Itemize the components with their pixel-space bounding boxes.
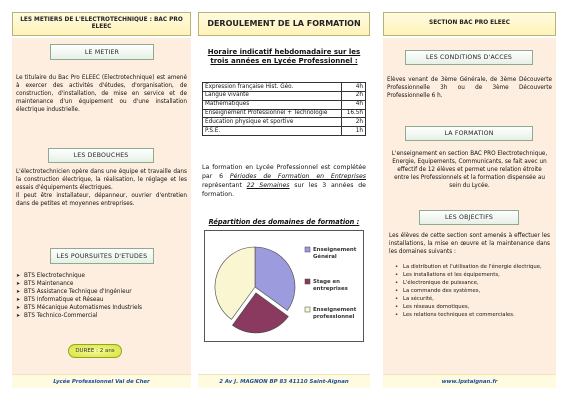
footer-address: 2 Av J. MAGNON BP 83 41110 Saint-Aignan	[198, 374, 370, 388]
duree-badge: DUREE : 2 ans	[68, 344, 122, 358]
hours-cell: 16.5h	[342, 109, 366, 118]
table-row	[203, 109, 366, 118]
table-row	[203, 83, 366, 92]
hours-cell: 2h	[342, 118, 366, 127]
list-item: • Les installations et les équipements,	[389, 272, 552, 280]
debouches-para-1: L'électrotechnicien opère dans une équipe et travaille dans la construction électrique, la réalisation, le réglage et les essais d'équipements électriques.	[16, 169, 187, 192]
panel-metiers	[12, 12, 191, 388]
list-item: • Les relations techniques et commerciales.	[389, 312, 552, 320]
legend-label: Enseignement Général	[313, 247, 357, 260]
hours-cell: 2h	[342, 91, 366, 100]
formation-periodes: Périodes de Formation en Entreprises	[229, 172, 366, 180]
table-row	[203, 127, 366, 136]
list-item: • La distribution et l'utilisation de l'énergie électrique,	[389, 264, 552, 272]
list-item: • L'électronique de puissance,	[389, 280, 552, 288]
list-item: ➤ BTS Informatique et Réseau	[16, 296, 187, 304]
hours-cell: 4h	[342, 83, 366, 92]
poursuites-list	[16, 272, 187, 321]
subject-cell: Expression française Hist. Géo.	[203, 83, 342, 92]
subject-cell: Mathématiques	[203, 100, 342, 109]
pie-chart	[205, 231, 365, 343]
formation-text	[202, 164, 366, 200]
table-row	[203, 91, 366, 100]
legend-swatch	[305, 247, 310, 252]
section-title-objectifs: LES OBJECTIFS	[419, 210, 519, 225]
panel-header: LES METIERS DE L'ELECTROTECHNIQUE : BAC PRO ELEEC	[12, 12, 191, 36]
objectifs-text: Les élèves de cette section sont amenés à effectuer les installations, la mise en œuvre et la maintenance dans les domaines suivants :	[389, 233, 550, 256]
formation-text-a: La formation en Lycée Professionnel est complétée par 6	[202, 164, 366, 180]
subject-cell: Education physique et sportive	[203, 118, 342, 127]
hours-cell: 4h	[342, 100, 366, 109]
list-item: ➤ BTS Mécanique Automatismes Industriels	[16, 304, 187, 312]
objectifs-list	[389, 264, 552, 320]
list-item: • Les réseaux domotiques,	[389, 304, 552, 312]
legend-label: Stage en entreprises	[313, 279, 348, 292]
chart-frame	[204, 230, 364, 342]
list-item: ➤ BTS Electrotechnique	[16, 272, 187, 280]
panel-header: SECTION BAC PRO ELEEC	[383, 12, 556, 36]
formation-text-c: représentant	[202, 181, 247, 189]
panel-section	[383, 12, 556, 388]
hours-cell: 1h	[342, 127, 366, 136]
section-title-poursuites: LES POURSUITES D'ETUDES	[50, 248, 154, 264]
chart-caption: Répartition des domaines de formation :	[208, 218, 360, 226]
subject-cell: P.S.E.	[203, 127, 342, 136]
subject-cell: Langue vivante	[203, 91, 342, 100]
panel-header: DEROULEMENT DE LA FORMATION	[198, 12, 370, 36]
footer-website: www.lpstaignan.fr	[383, 374, 556, 388]
footer-lycee: Lycée Professionnel Val de Cher	[12, 374, 191, 388]
table-row	[203, 100, 366, 109]
debouches-para-2: Il peut être installateur, dépanneur, ouvrier d'entretien dans de petites et moyennes entreprises.	[16, 193, 187, 208]
table-row	[203, 118, 366, 127]
subject-cell: Enseignement Professionnel + Technologie	[203, 109, 342, 118]
conditions-text: Elèves venant de 3ème Générale, de 3ème Découverte Professionnelle 3h ou de 3ème Découverte Professionnelle 6 h.	[387, 77, 552, 100]
legend-swatch	[305, 307, 310, 312]
section-title-formation: LA FORMATION	[405, 126, 533, 141]
list-item: • La sécurité,	[389, 296, 552, 304]
list-item: ➤ BTS Technico-Commercial	[16, 312, 187, 320]
formation-text-e: sur les 3 années de formation.	[202, 181, 366, 198]
section-title-metier: LE METIER	[50, 44, 154, 60]
metier-text: Le titulaire du Bac Pro ELEEC (Electrotechnique) est amené à exercer des activités d'études, d'organisation, de construction, d'installation, de mise en service et de maintenance d'un équipement ou d'une installation électrique industrielle.	[16, 75, 187, 114]
legend-label: Enseignement professionnel	[313, 307, 357, 320]
list-item: • La commande des systèmes,	[389, 288, 552, 296]
hours-table	[202, 82, 366, 136]
formation-desc: L'enseignement en section BAC PRO Electrotechnique, Energie, Equipements, Communicants, se fait avec un effectif de 12 élèves et permet une relation étroite entre les Professionnels et la formation dispensée au sein du Lycée.	[391, 151, 548, 190]
legend-swatch	[305, 279, 310, 284]
list-item: ➤ BTS Assistance Technique d'Ingénieur	[16, 288, 187, 296]
panel-deroulement	[198, 12, 370, 388]
debouches-text	[16, 168, 187, 208]
section-title-debouches: LES DEBOUCHES	[48, 148, 154, 163]
formation-semaines: 22 Semaines	[246, 181, 290, 189]
section-title-conditions: LES CONDITIONS D'ACCES	[405, 50, 533, 65]
list-item: ➤ BTS Maintenance	[16, 280, 187, 288]
horaire-title: Horaire indicatif hebdomadaire sur les trois années en Lycée Professionnel :	[207, 48, 361, 66]
